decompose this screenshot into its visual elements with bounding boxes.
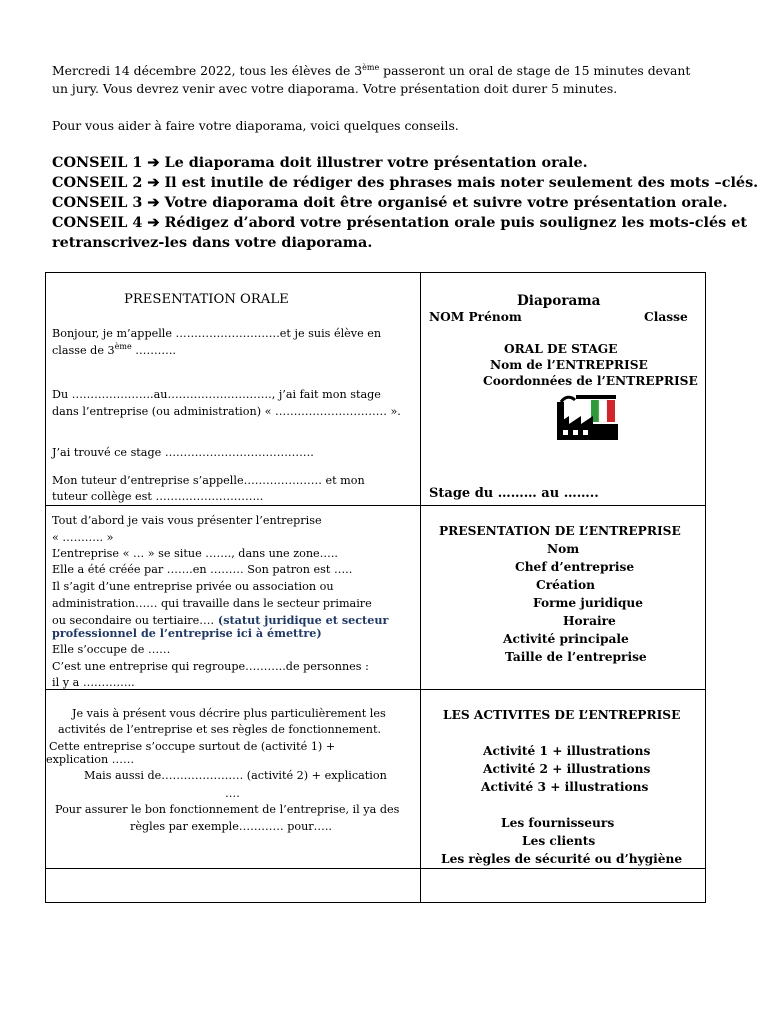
r2-left-line-10: C’est une entreprise qui regroupe………..de personnes : bbox=[52, 660, 369, 673]
table-column-divider bbox=[420, 272, 421, 902]
r2-left-line-7: ou secondaire ou tertiaire…. (statut juridique et secteur bbox=[52, 613, 389, 627]
r2-right-item: Chef d’entreprise bbox=[515, 560, 635, 574]
r2-left-line-2: « ……….. » bbox=[52, 531, 114, 544]
factory-icon bbox=[555, 390, 621, 442]
r2-right-item: Horaire bbox=[563, 614, 616, 628]
r2-left-line-4: Elle a été créée par …….en ……… Son patron est ….. bbox=[52, 563, 353, 576]
r2-left-line-1: Tout d’abord je vais vous présenter l’entreprise bbox=[52, 514, 322, 527]
r3-left-line-3: Cette entreprise s’occupe surtout de (activité 1) + bbox=[49, 740, 336, 753]
r1-left-line-1: Bonjour, je m’appelle ……………………….et je suis élève en bbox=[52, 327, 382, 340]
tip-2: CONSEIL 2 ➔ Il est inutile de rédiger des phrases mais noter seulement des mots –clés. bbox=[52, 174, 759, 191]
r3-right-item: Activité 2 + illustrations bbox=[483, 762, 651, 776]
table-border-left bbox=[45, 272, 46, 902]
r2-left-line-8: professionnel de l’entreprise ici à émettre) bbox=[52, 626, 322, 640]
intro-line-1: Mercredi 14 décembre 2022, tous les élèves de 3ème passeront un oral de stage de 15 minutes devant bbox=[52, 63, 691, 78]
table-border-top bbox=[45, 272, 706, 273]
r3-right-item: Les clients bbox=[522, 834, 596, 848]
r1-right-nom-entreprise: Nom de l’ENTREPRISE bbox=[490, 358, 648, 372]
header-presentation-orale: PRESENTATION ORALE bbox=[124, 292, 289, 307]
r3-right-title: LES ACTIVITES DE L’ENTREPRISE bbox=[443, 708, 681, 722]
r1-right-oral: ORAL DE STAGE bbox=[504, 342, 618, 356]
r1-right-nom-prenom: NOM Prénom bbox=[429, 310, 522, 324]
r2-right-item: Forme juridique bbox=[533, 596, 644, 610]
intro-line-3: Pour vous aider à faire votre diaporama, voici quelques conseils. bbox=[52, 118, 459, 133]
tip-1: CONSEIL 1 ➔ Le diaporama doit illustrer votre présentation orale. bbox=[52, 154, 588, 171]
r2-left-line-11: il y a ………….. bbox=[52, 676, 135, 689]
table-row-divider bbox=[45, 868, 706, 869]
r1-left-line-5: J’ai trouvé ce stage …………………………………. bbox=[52, 446, 314, 459]
table-border-right bbox=[705, 272, 706, 902]
r2-left-line-9: Elle s’occupe de …… bbox=[52, 643, 171, 656]
r2-right-item: Nom bbox=[547, 542, 580, 556]
r1-left-line-6: Mon tuteur d’entreprise s’appelle………………… et mon bbox=[52, 474, 365, 487]
r2-right-item: Activité principale bbox=[503, 632, 629, 646]
r3-right-item: Les règles de sécurité ou d’hygiène bbox=[441, 852, 683, 866]
r3-right-item: Activité 3 + illustrations bbox=[481, 780, 649, 794]
r2-right-item: Création bbox=[536, 578, 596, 592]
table-border-bottom bbox=[45, 902, 706, 903]
tip-3: CONSEIL 3 ➔ Votre diaporama doit être organisé et suivre votre présentation orale. bbox=[52, 194, 728, 211]
tip-4: CONSEIL 4 ➔ Rédigez d’abord votre présentation orale puis soulignez les mots-clés et bbox=[52, 214, 748, 231]
r2-left-line-6: administration…… qui travaille dans le secteur primaire bbox=[52, 597, 372, 610]
r1-left-line-2: classe de 3ème ……….. bbox=[52, 342, 176, 357]
r3-left-line-8: règles par exemple………… pour….. bbox=[130, 820, 332, 833]
r3-right-item: Activité 1 + illustrations bbox=[483, 744, 651, 758]
r2-right-item: Taille de l’entreprise bbox=[505, 650, 647, 664]
r2-right-title: PRESENTATION DE L’ENTREPRISE bbox=[439, 524, 681, 538]
r3-left-line-4: explication …… bbox=[46, 753, 135, 766]
header-diaporama: Diaporama bbox=[517, 293, 601, 309]
tip-4-cont: retranscrivez-les dans votre diaporama. bbox=[52, 234, 373, 251]
r2-left-line-3: L’entreprise « … » se situe ……., dans une zone….. bbox=[52, 547, 338, 560]
table-row-divider bbox=[45, 689, 706, 690]
table-row-divider bbox=[45, 505, 706, 506]
r1-left-line-4: dans l’entreprise (ou administration) « ………………………… ». bbox=[52, 405, 401, 418]
intro-line-2: un jury. Vous devrez venir avec votre diaporama. Votre présentation doit durer 5 minutes. bbox=[52, 81, 618, 96]
r3-left-line-2: activités de l’entreprise et ses règles de fonctionnement. bbox=[58, 723, 382, 736]
r3-left-line-5: Mais aussi de…………………. (activité 2) + explication bbox=[84, 769, 387, 782]
r3-left-line-6: …. bbox=[225, 787, 240, 800]
r1-left-line-3: Du ………………….au………………………., j’ai fait mon stage bbox=[52, 388, 381, 401]
r3-right-item: Les fournisseurs bbox=[501, 816, 615, 830]
r3-left-line-1: Je vais à présent vous décrire plus particulièrement les bbox=[72, 707, 386, 720]
r2-left-line-5: Il s’agit d’une entreprise privée ou association ou bbox=[52, 580, 334, 593]
r1-right-classe: Classe bbox=[644, 310, 688, 324]
r3-left-line-7: Pour assurer le bon fonctionnement de l’entreprise, il ya des bbox=[55, 803, 400, 816]
r1-right-stage-dates: Stage du ……… au …….. bbox=[429, 486, 599, 501]
r1-right-coordonnees: Coordonnées de l’ENTREPRISE bbox=[483, 374, 698, 388]
r1-left-line-7: tuteur collège est ……………………….. bbox=[52, 490, 264, 503]
